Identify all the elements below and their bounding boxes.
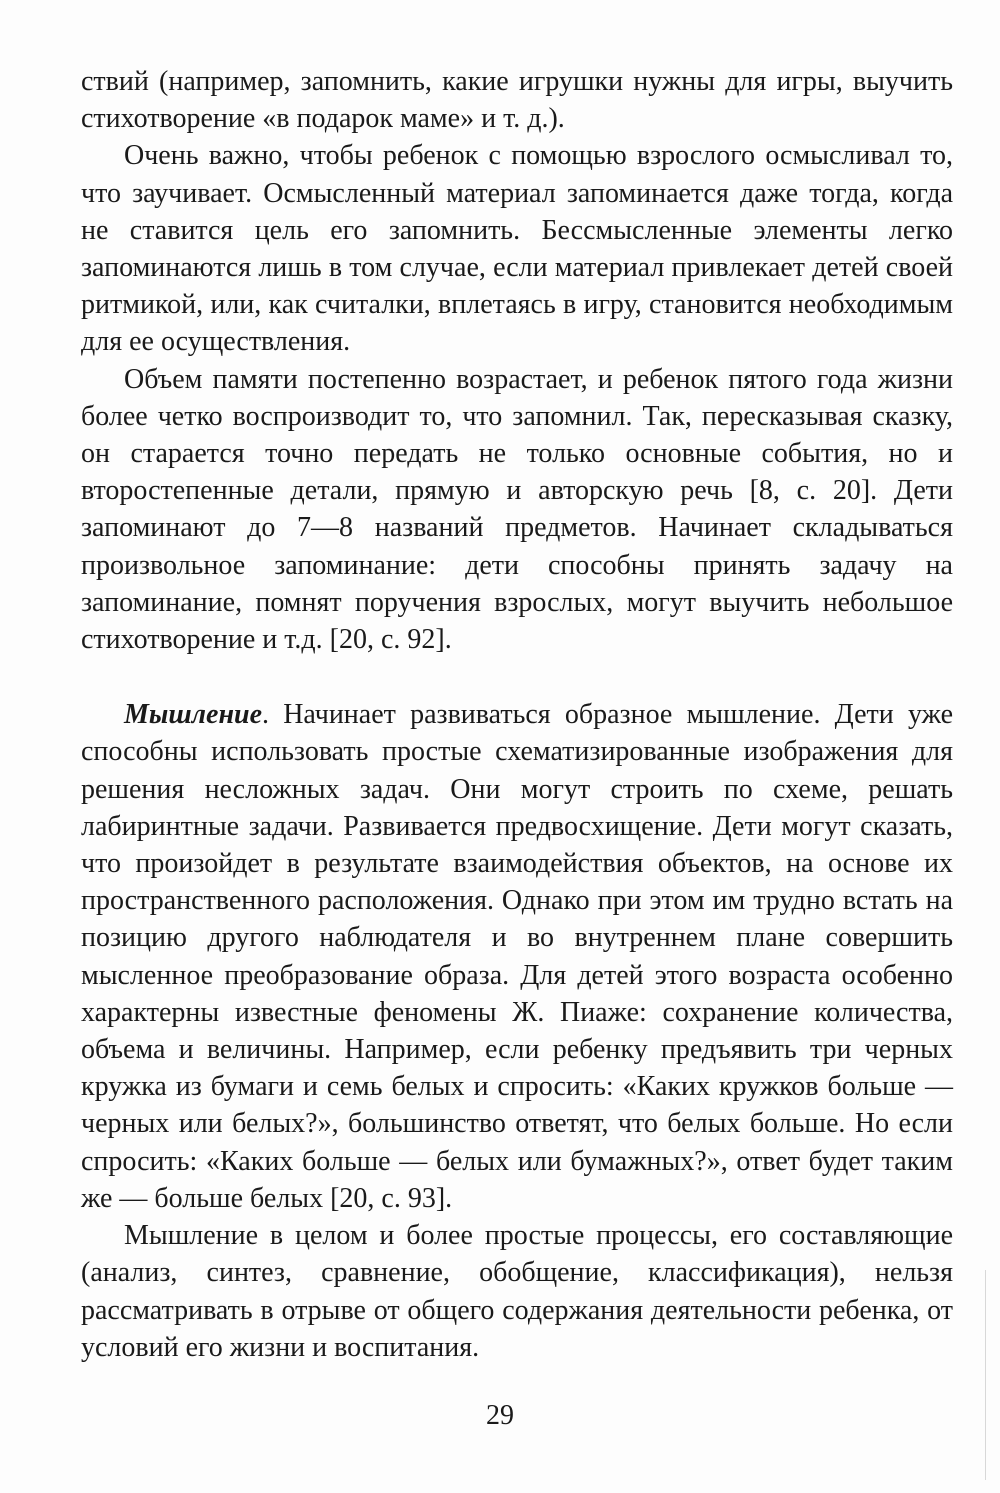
section-term-thinking: Мышление xyxy=(124,699,262,731)
paragraph-thinking-processes: Мышление в целом и более простые процессы, его составляющие (анализ, синтез, сравнение, обобщение, классификация), нельзя рассматривать в отрыве от общего содержания деятельности ребенка, от условий его жизни и воспитания. xyxy=(81,1220,953,1363)
page-number: 29 xyxy=(486,1400,514,1431)
paragraph-thinking-body: . Начинает развиваться образное мышление. Дети уже способны использовать простые схематизированные изображения для решения несложных задач. Они могут строить по схеме, решать лабиринтные задачи. Развивается предвосхищение. Дети могут сказать, что произойдет в результате взаимодействия объектов, на основе их пространственного расположения. Однако при этом им трудно встать на позицию другого наблюдателя и во внутреннем плане совершить мысленное преобразование образа. Для детей этого возраста особенно характерны известные феномены Ж. Пиаже: сохранение количества, объема и величины. Например, если ребенку предъявить три черных кружка из бумаги и семь белых и спросить: «Каких кружков больше — черных или белых?», большинство ответят, что белых больше. Но если спросить: «Каких больше — белых или бумажных?», ответ будет таким же — больше белых [20, с. 93]. xyxy=(81,699,953,1214)
text-column xyxy=(81,63,953,1366)
paragraph-thinking-intro xyxy=(81,696,953,1217)
paragraph-continuation: ствий (например, запомнить, какие игрушки нужны для игры, выучить стихотворение «в подарок маме» и т. д.). xyxy=(81,66,953,135)
scan-edge-mark xyxy=(985,1270,986,1480)
section-gap xyxy=(81,658,953,696)
paragraph-meaningful-material: Очень важно, чтобы ребенок с помощью взрослого осмысливал то, что заучивает. Осмысленный материал запоминается даже тогда, когда не ставится цель его запомнить. Бессмысленные элементы легко запоминаются лишь в том случае, если материал привлекает детей своей ритмикой, или, как считалки, вплетаясь в игру, становится необходимым для ее осуществления. xyxy=(81,140,953,358)
paragraph-memory-volume: Объем памяти постепенно возрастает, и ребенок пятого года жизни более четко воспроизводит то, что запомнил. Так, пересказывая сказку, он старается точно передать не только основные события, но и второстепенные детали, прямую и авторскую речь [8, с. 20]. Дети запоминают до 7—8 названий предметов. Начинает складываться произвольное запоминание: дети способны принять задачу на запоминание, помнят поручения взрослых, могут выучить небольшое стихотворение и т.д. [20, с. 92]. xyxy=(81,363,953,656)
